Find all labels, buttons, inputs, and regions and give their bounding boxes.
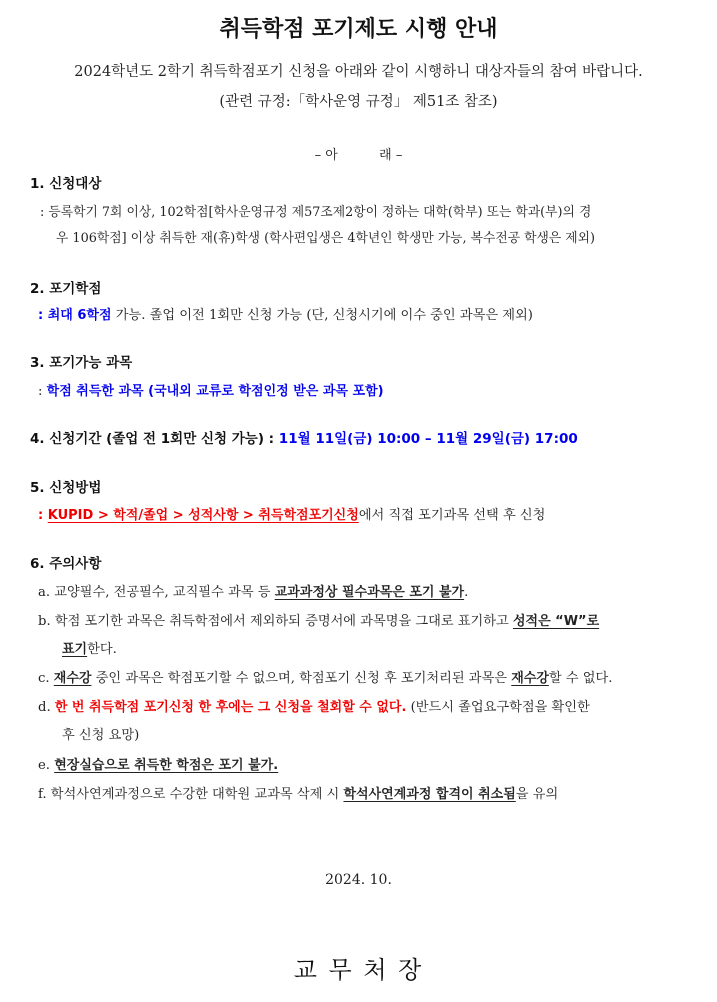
caution-a-end: . — [464, 585, 469, 600]
method-rest: 에서 직접 포기과목 선택 후 신청 — [358, 508, 546, 523]
section-heading-target: 1. 신청대상 — [30, 176, 102, 192]
caution-b-emphasis: 성적은 “W”로 — [512, 614, 600, 629]
eligible-courses: 학점 취득한 과목 (국내외 교류로 학점인정 받은 과목 포함) — [46, 384, 384, 399]
intro-text: 2024학년도 2학기 취득학점포기 신청을 아래와 같이 시행하니 대상자들의 참여 바랍니다. — [74, 64, 643, 80]
section-heading-credits: 2. 포기학점 — [30, 281, 102, 297]
caution-d-continued: 후 신청 요망) — [62, 728, 140, 743]
section-heading-method: 5. 신청방법 — [30, 480, 102, 496]
issue-date: 2024. 10. — [325, 872, 392, 888]
caution-c-end: 할 수 없다. — [548, 671, 613, 686]
caution-c-emphasis-2: 재수강 — [511, 671, 549, 686]
credits-prefix: : — [38, 308, 48, 323]
target-text-line1: : 등록학기 7회 이상, 102학점[학사운영규정 제57조제2항이 정하는 대학(학부) 또는 학과(부)의 경 — [40, 205, 592, 220]
caution-f — [38, 783, 558, 802]
caution-d-marker: d. — [38, 700, 55, 715]
caution-e — [38, 754, 278, 773]
courses-prefix: : — [38, 384, 47, 399]
caution-c — [38, 667, 612, 686]
below-divider: – 아 래 – — [314, 148, 403, 163]
caution-d-text: (반드시 졸업요구학점을 확인한 — [406, 700, 590, 715]
caution-f-emphasis: 학석사연계과정 합격이 취소됨 — [343, 787, 516, 802]
caution-b-continued — [62, 638, 117, 657]
caution-f-end: 을 유의 — [515, 787, 559, 802]
caution-d — [38, 696, 590, 715]
caution-c-emphasis-1: 재수강 — [53, 671, 92, 686]
target-text-line2: 우 106학점] 이상 취득한 재(휴)학생 (학사편입생은 4학년인 학생만 가능, 복수전공 학생은 제외) — [56, 231, 596, 246]
section-heading-period — [30, 427, 578, 447]
caution-b-emphasis-2: 표기 — [62, 642, 88, 657]
application-period: 11월 11일(금) 10:00 – 11월 29일(금) 17:00 — [278, 431, 578, 447]
caution-c-text: 중인 과목은 학점포기할 수 없으며, 학점포기 신청 후 포기처리된 과목은 — [91, 671, 512, 686]
caution-d-emphasis: 한 번 취득학점 포기신청 한 후에는 그 신청을 철회할 수 없다. — [54, 700, 407, 715]
section-heading-courses: 3. 포기가능 과목 — [30, 355, 133, 371]
caution-e-marker: e. — [38, 758, 55, 773]
credits-rest: 가능. 졸업 이전 1회만 신청 가능 (단, 신청시기에 이수 중인 과목은 제외) — [111, 308, 533, 323]
courses-text — [38, 380, 384, 399]
caution-e-emphasis: 현장실습으로 취득한 학점은 포기 불가. — [54, 758, 279, 773]
caution-a-emphasis: 교과과정상 필수과목은 포기 불가 — [274, 585, 465, 600]
credits-text — [38, 304, 533, 323]
issuer-signature: 교 무 처 장 — [293, 956, 424, 984]
caution-b-text: b. 학점 포기한 과목은 취득학점에서 제외하되 증명서에 과목명을 그대로 표기하고 — [38, 614, 513, 629]
page-title: 취득학점 포기제도 시행 안내 — [219, 17, 498, 42]
caution-b-end: 한다. — [87, 642, 117, 657]
method-text — [38, 504, 545, 523]
kupid-menu-path: KUPID > 학적/졸업 > 성적사항 > 취득학점포기신청 — [47, 508, 359, 523]
max-credits: 최대 6학점 — [47, 308, 112, 323]
caution-f-text: f. 학석사연계과정으로 수강한 대학원 교과목 삭제 시 — [38, 787, 344, 802]
caution-a-text: a. 교양필수, 전공필수, 교직필수 과목 등 — [38, 585, 275, 600]
section-heading-cautions: 6. 주의사항 — [30, 556, 102, 572]
caution-a — [38, 581, 468, 600]
caution-c-marker: c. — [38, 671, 54, 686]
regulation-reference: (관련 규정:「학사운영 규정」 제51조 참조) — [219, 94, 498, 110]
period-label: 4. 신청기간 (졸업 전 1회만 신청 가능) : — [30, 431, 279, 447]
caution-b — [38, 610, 599, 629]
method-prefix: : — [38, 508, 48, 523]
